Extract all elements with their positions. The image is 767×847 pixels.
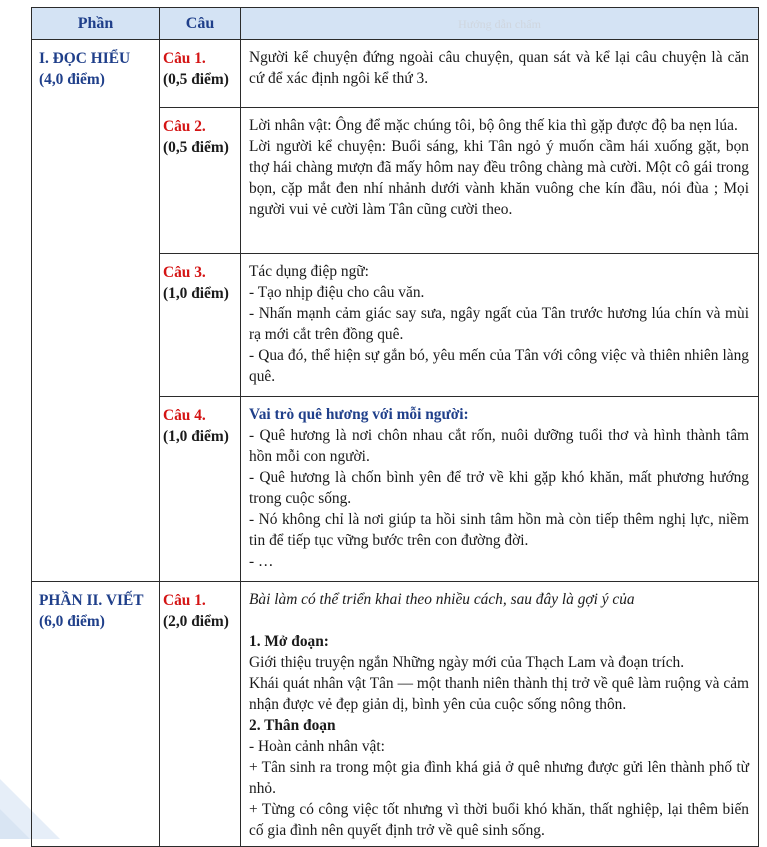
answer-heading: 1. Mở đoạn: [249,633,329,650]
answer-heading: 2. Thân đoạn [249,717,336,734]
table-row-w1 [32,582,759,847]
answer-line: - Nhấn mạnh cảm giác say sưa, ngây ngất của Tân trước hương lúa chín và mùi rạ mới cắt trên đồng quê. [249,305,749,343]
header-part: Phần [32,8,160,40]
question-name: Câu 1. [163,50,206,67]
part-points: (4,0 điểm) [39,71,105,88]
answer-cell-q2 [241,108,759,254]
question-points: (2,0 điểm) [163,613,229,630]
answer-cell-q1 [241,40,759,108]
table-header-row [32,8,759,40]
answer-cell-w1 [241,582,759,847]
question-cell [160,582,241,847]
part-title: I. ĐỌC HIỂU [39,50,131,67]
question-cell [160,397,241,582]
question-points: (1,0 điểm) [163,428,229,445]
question-points: (0,5 điểm) [163,71,229,88]
spacer [249,610,749,631]
question-points: (1,0 điểm) [163,285,229,302]
answer-line: Lời nhân vật: Ông để mặc chúng tôi, bộ ông thế kia thì gặp được độ ba nẹn lúa. [249,117,738,134]
part-cell-reading [32,40,160,582]
answer-line: - Hoàn cảnh nhân vật: [249,738,385,755]
answer-heading: Vai trò quê hương với mỗi người: [249,406,469,423]
header-content [241,8,759,40]
answer-line: + Tân sinh ra trong một gia đình khá giả ở quê nhưng được gửi lên thành phố từ nhỏ. [249,759,749,797]
question-cell [160,40,241,108]
answer-cell-q3 [241,254,759,397]
answer-line: - Tạo nhịp điệu cho câu văn. [249,284,425,301]
table-row-q1 [32,40,759,108]
question-name: Câu 2. [163,118,206,135]
answer-line: + Từng có công việc tốt nhưng vì thời buổi khó khăn, thất nghiệp, lại thêm biến cố gia đình nên quyết định trở về quê sinh sống. [249,801,749,839]
answer-line: Khái quát nhân vật Tân — một thanh niên thành thị trở về quê làm ruộng và cảm nhận được vẻ đẹp giản dị, bình yên của cuộc sống nông thôn. [249,675,749,713]
header-question: Câu [160,8,241,40]
answer-cell-q4 [241,397,759,582]
answer-line: - Nó không chỉ là nơi giúp ta hồi sinh tâm hồn mà còn tiếp thêm nghị lực, niềm tin để tiếp tục vững bước trên con đường đời. [249,511,749,549]
question-cell [160,108,241,254]
answer-line: - Quê hương là nơi chôn nhau cắt rốn, nuôi dưỡng tuổi thơ và hình thành tâm hồn mỗi con người. [249,427,749,465]
question-points: (0,5 điểm) [163,139,229,156]
part-cell-writing [32,582,160,847]
answer-key-table [31,7,759,847]
part-points: (6,0 điểm) [39,613,105,630]
answer-line: - Qua đó, thể hiện sự gắn bó, yêu mến của Tân với công việc và thiên nhiên làng quê. [249,347,749,385]
answer-line: Giới thiệu truyện ngắn Những ngày mới của Thạch Lam và đoạn trích. [249,654,685,671]
answer-line: - … [249,553,274,570]
answer-intro: Bài làm có thể triển khai theo nhiều cách, sau đây là gợi ý của [249,591,635,608]
answer-line: Người kể chuyện đứng ngoài câu chuyện, quan sát và kể lại câu chuyện là căn cứ để xác định ngôi kể thứ 3. [249,49,749,87]
question-name: Câu 4. [163,407,206,424]
answer-line: Tác dụng điệp ngữ: [249,263,369,280]
question-name: Câu 1. [163,592,206,609]
answer-line: - Quê hương là chốn bình yên để trở về khi gặp khó khăn, mất phương hướng trong cuộc sống. [249,469,749,507]
answer-line: Lời người kể chuyện: Buổi sáng, khi Tân ngỏ ý muốn cầm hái xuống gặt, bọn thợ hái chàng mượn đã mấy hôm nay đều trông chàng mà cười. Một cô gái trong bọn, cặp mắt đen nhí nhảnh dưới vành khăn vuông che kín đầu, nói đùa ; Mọi người vui vẻ cười làm Tân cũng cười theo. [249,138,749,218]
header-content-faded-text: Hướng dẫn chấm [458,16,541,31]
question-cell [160,254,241,397]
part-title: PHẦN II. VIẾT [39,592,144,609]
question-name: Câu 3. [163,264,206,281]
